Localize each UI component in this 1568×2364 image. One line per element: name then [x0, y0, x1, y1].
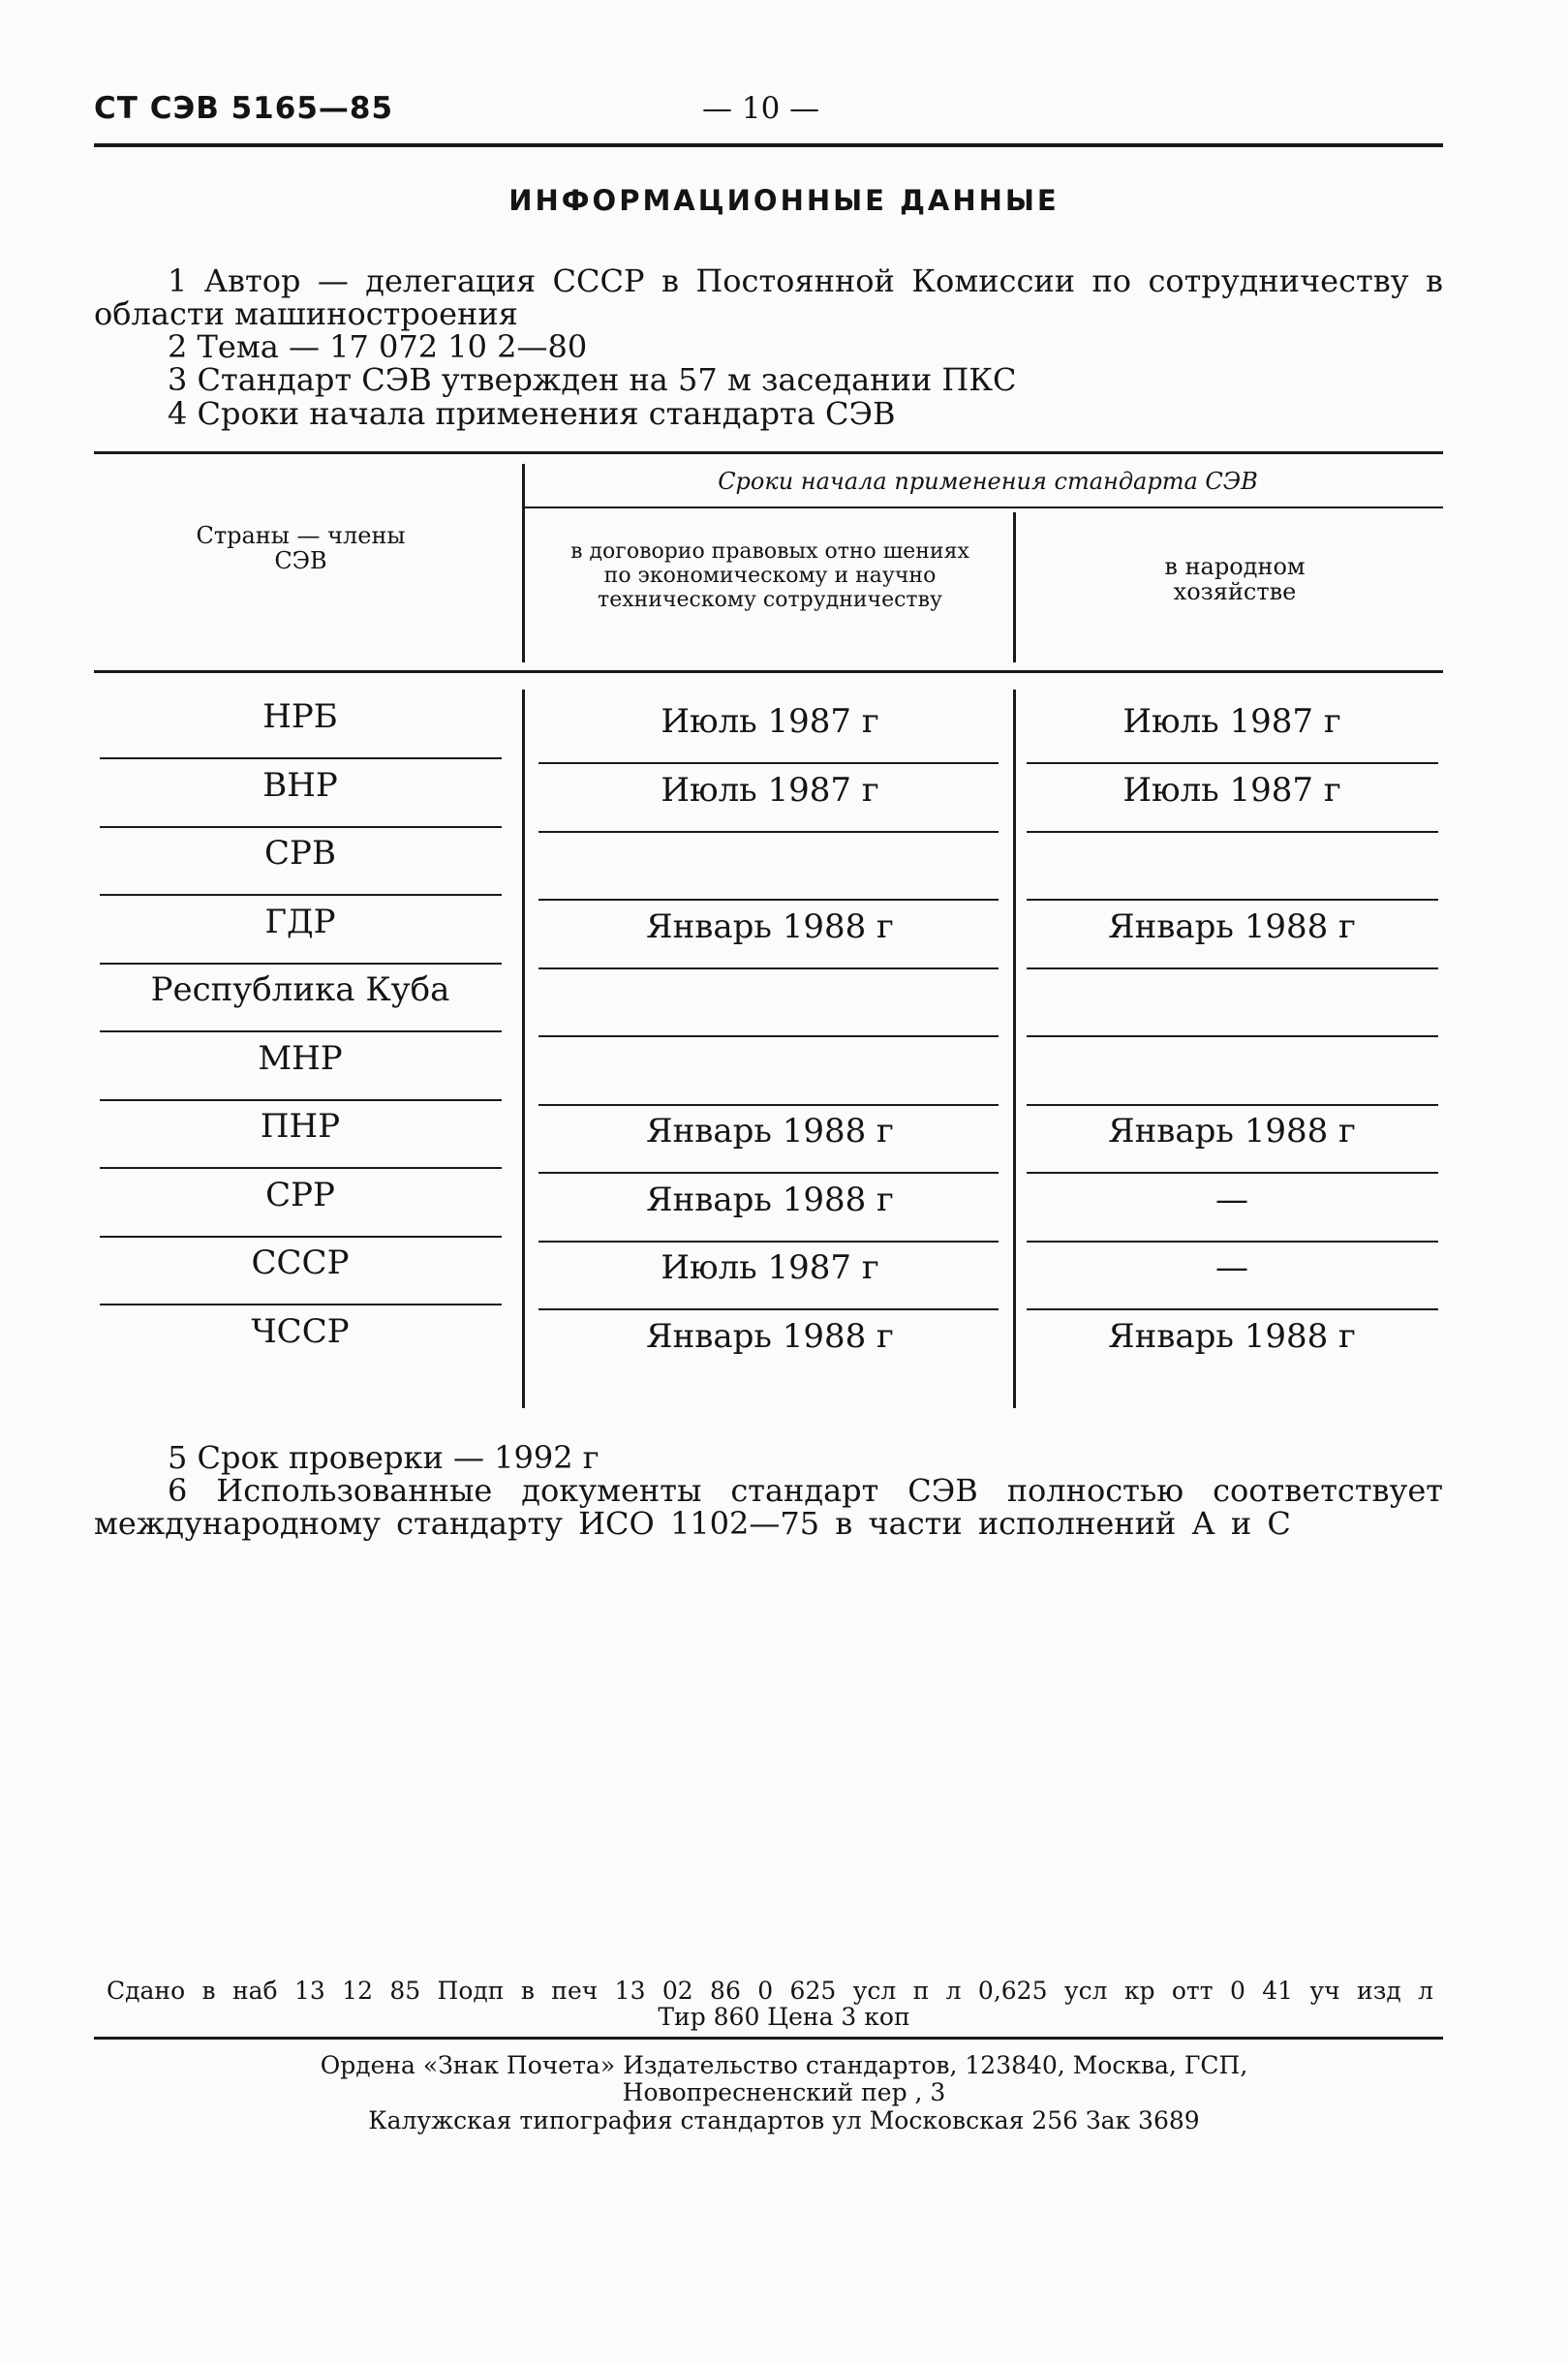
row-divider: [1027, 1172, 1438, 1174]
header-contract: в договорио правовых отно шениях по экономическому и научно техническому сотрудничеству: [570, 539, 969, 612]
group-header-rule: [524, 507, 1443, 508]
cell-economy: —: [1215, 1181, 1248, 1219]
row-divider: [1027, 1308, 1438, 1310]
row-divider: [1027, 967, 1438, 969]
cell-contract: Январь 1988 г: [646, 1112, 894, 1151]
cell-economy: Январь 1988 г: [1108, 1112, 1356, 1151]
item-6-line-1: 6 Использованные документы стандарт СЭВ полностью соответствует: [168, 1472, 1443, 1509]
body-vline-1: [522, 690, 525, 1408]
item-2: 2 Тема — 17 072 10 2—80: [168, 328, 588, 365]
cell-country: СРВ: [264, 834, 336, 873]
row-divider: [1027, 899, 1438, 901]
header-economy: в народном хозяйстве: [1164, 553, 1306, 605]
row-divider: [538, 1035, 999, 1037]
page-number: — 10 —: [702, 91, 820, 126]
cell-country: Республика Куба: [150, 970, 450, 1009]
cell-country: ПНР: [260, 1107, 341, 1146]
item-6-line-2: международному стандарту ИСО 1102—75 в части исполнений А и С: [94, 1505, 1291, 1542]
cell-economy: Июль 1987 г: [1122, 771, 1341, 810]
table-header-bottom-rule: [94, 670, 1443, 673]
header-vline-1: [522, 464, 525, 662]
item-5: 5 Срок проверки — 1992 г: [168, 1439, 600, 1476]
cell-country: СССР: [251, 1243, 350, 1282]
row-divider: [1027, 1241, 1438, 1243]
row-divider: [100, 1236, 502, 1238]
table-top-rule: [94, 451, 1443, 454]
row-divider: [1027, 831, 1438, 833]
row-divider: [538, 1104, 999, 1106]
imprint-line-4: Новопресненский пер , 3: [622, 2078, 946, 2106]
standard-code: СТ СЭВ 5165—85: [94, 91, 394, 126]
cell-country: СРР: [265, 1176, 335, 1214]
cell-country: ЧССР: [251, 1312, 350, 1351]
row-divider: [100, 1167, 502, 1169]
section-title: ИНФОРМАЦИОННЫЕ ДАННЫЕ: [508, 184, 1060, 217]
row-divider: [538, 762, 999, 764]
row-divider: [100, 826, 502, 828]
row-divider: [538, 1241, 999, 1243]
row-divider: [100, 1099, 502, 1101]
cell-contract: Июль 1987 г: [661, 702, 879, 741]
cell-economy: —: [1215, 1248, 1248, 1287]
cell-contract: Июль 1987 г: [661, 771, 879, 810]
cell-country: ВНР: [262, 766, 338, 805]
item-4: 4 Сроки начала применения стандарта СЭВ: [168, 395, 896, 432]
imprint-line-5: Калужская типография стандартов ул Московская 256 Зак 3689: [368, 2106, 1200, 2134]
row-divider: [538, 967, 999, 969]
imprint-line-2: Тир 860 Цена 3 коп: [658, 2003, 910, 2031]
row-divider: [538, 831, 999, 833]
row-divider: [100, 757, 502, 759]
cell-contract: Июль 1987 г: [661, 1248, 879, 1287]
cell-country: МНР: [258, 1039, 343, 1078]
imprint-rule: [94, 2037, 1443, 2040]
row-divider: [1027, 1104, 1438, 1106]
header-rule: [94, 143, 1443, 147]
row-divider: [538, 899, 999, 901]
cell-economy: Январь 1988 г: [1108, 1317, 1356, 1356]
header-group: Сроки начала применения стандарта СЭВ: [718, 468, 1258, 495]
row-divider: [538, 1172, 999, 1174]
row-divider: [100, 963, 502, 965]
row-divider: [100, 1030, 502, 1032]
cell-contract: Январь 1988 г: [646, 907, 894, 946]
body-vline-2: [1013, 690, 1016, 1408]
cell-country: НРБ: [262, 697, 338, 736]
imprint-line-1: Сдано в наб 13 12 85 Подп в печ 13 02 86 0 625 усл п л 0,625 усл кр отт 0 41 уч изд л: [107, 1977, 1433, 2005]
imprint-line-3: Ордена «Знак Почета» Издательство стандартов, 123840, Москва, ГСП,: [320, 2051, 1248, 2079]
row-divider: [1027, 762, 1438, 764]
cell-economy: Июль 1987 г: [1122, 702, 1341, 741]
cell-country: ГДР: [264, 903, 336, 941]
cell-contract: Январь 1988 г: [646, 1181, 894, 1219]
row-divider: [100, 894, 502, 896]
item-1-line-1: 1 Автор — делегация СССР в Постоянной Комиссии по сотрудничеству в: [168, 262, 1443, 299]
cell-economy: Январь 1988 г: [1108, 907, 1356, 946]
cell-contract: Январь 1988 г: [646, 1317, 894, 1356]
header-vline-2: [1013, 512, 1016, 662]
header-countries: Страны — члены СЭВ: [196, 522, 406, 574]
item-1-line-2: области машиностроения: [94, 295, 518, 332]
row-divider: [1027, 1035, 1438, 1037]
row-divider: [538, 1308, 999, 1310]
item-3: 3 Стандарт СЭВ утвержден на 57 м заседании ПКС: [168, 361, 1017, 398]
row-divider: [100, 1304, 502, 1305]
